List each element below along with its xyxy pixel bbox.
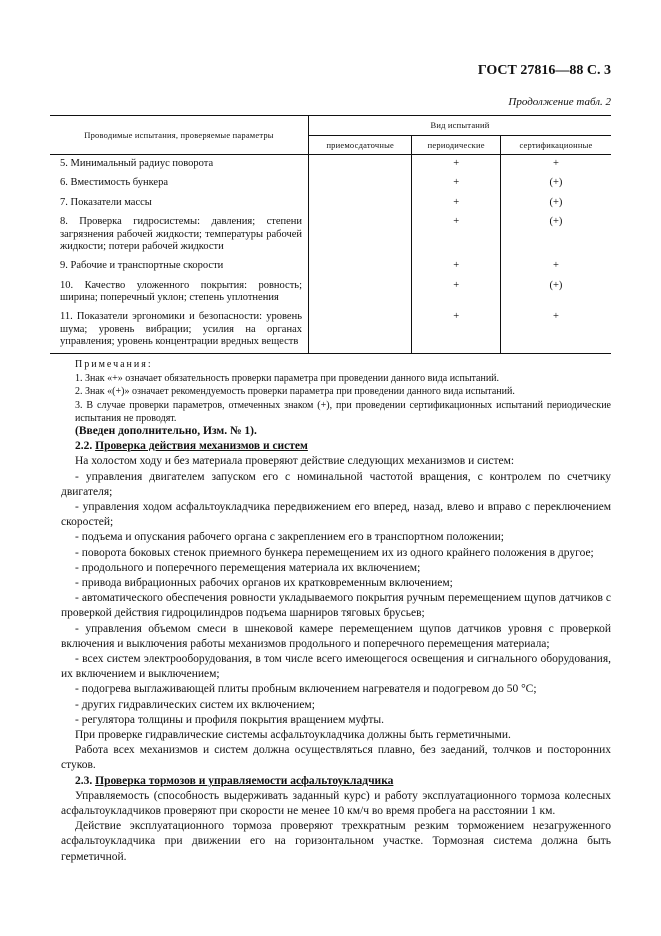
param-column-header: Проводимые испытания, проверяемые параметры (50, 116, 309, 155)
list-item: - других гидравлических систем их включением; (75, 698, 315, 711)
periodic-mark: + (412, 177, 501, 196)
certification-mark: + (500, 155, 611, 178)
list-item: - всех систем электрооборудования, в том числе всего имеющегося освещения и сигнального оборудования, их включением и выключением; (61, 653, 611, 681)
notes-title: Примечания: (75, 359, 153, 370)
list-item: - подъема и опускания рабочего органа с закреплением его в транспортном положении; (75, 531, 504, 544)
acceptance-mark (309, 197, 412, 216)
list-item: - управления ходом асфальтоукладчика передвижением его вперед, назад, влево и вправо с переключением скоростей; (61, 501, 611, 529)
list-item: - поворота боковых стенок приемного бункера перемещением их из одного крайнего положения в другое; (75, 546, 594, 559)
paragraph: Действие эксплуатационного тормоза проверяют трехкратным резким торможением незагруженного асфальтоукладчика при движении его на горизонтальном участке. Тормозная система должна быть герметичной. (61, 820, 611, 863)
paragraph: Работа всех механизмов и систем должна осуществляться плавно, без заеданий, толчков и посторонних стуков. (61, 744, 611, 772)
note-item: 2. Знак «(+)» означает рекомендуемость проверки параметра при проведении данного вида испытаний. (75, 386, 515, 397)
page-header: ГОСТ 27816—88 С. 3 (477, 63, 611, 78)
param-name: 8. Проверка гидросистемы: давления; степени загрязнения рабочей жидкости; температуры рабочей жидкости; потери рабочей жидкости (50, 216, 309, 260)
param-name: 7. Показатели массы (50, 197, 309, 216)
acceptance-mark (309, 155, 412, 178)
table-row (50, 280, 611, 312)
table-row (50, 197, 611, 216)
acceptance-column-header: приемосдаточные (309, 136, 412, 155)
table-row (50, 155, 611, 178)
paragraph: При проверке гидравлические системы асфальтоукладчика должны быть герметичными. (75, 729, 511, 742)
table-row (50, 260, 611, 279)
table-row (50, 216, 611, 260)
table-notes (75, 358, 611, 426)
periodic-mark: + (412, 280, 501, 312)
section-2-3-heading (61, 774, 611, 789)
list-item: - подогрева выглаживающей плиты пробным включением нагревателя и подогревом до 50 °С; (75, 683, 537, 696)
certification-mark: + (500, 260, 611, 279)
section-title: Проверка тормозов и управляемости асфальтоукладчика (95, 774, 394, 787)
acceptance-mark (309, 177, 412, 196)
table-row (50, 177, 611, 196)
section-2-2-heading (61, 439, 611, 454)
certification-mark: (+) (500, 216, 611, 260)
list-item: - управления двигателем запуском его с номинальной частотой вращения, с контролем по счетчику двигателя; (61, 470, 611, 498)
param-name: 6. Вместимость бункера (50, 177, 309, 196)
periodic-mark: + (412, 216, 501, 260)
periodic-mark: + (412, 311, 501, 353)
note-item: 1. Знак «+» означает обязательность проверки параметра при проведении данного вида испытаний. (75, 372, 500, 384)
list-item: - регулятора толщины и профиля покрытия вращением муфты. (75, 713, 385, 726)
certification-column-header: сертификационные (500, 136, 611, 155)
section-number: 2.2. (75, 440, 93, 453)
list-item: - управления объемом смеси в шнековой камере перемещением щупов датчиков уровня с проверкой включения и выключения работы механизмов продольного и поперечного перемещения материала; (61, 622, 611, 650)
paragraph: На холостом ходу и без материала проверяют действие следующих механизмов и систем: (75, 455, 515, 468)
param-name: 10. Качество уложенного покрытия: ровность; ширина; поперечный уклон; степень уплотнения (50, 280, 309, 312)
document-body (61, 424, 611, 865)
amendment-note: (Введен дополнительно, Изм. № 1). (75, 425, 257, 437)
section-number: 2.3. (75, 774, 93, 787)
periodic-mark: + (412, 155, 501, 178)
param-name: 5. Минимальный радиус поворота (50, 155, 309, 178)
section-title: Проверка действия механизмов и систем (95, 440, 308, 453)
note-item: 3. В случае проверки параметров, отмеченных знаком (+), при проведении сертификационных испытаний периодические испытания не проводят. (75, 399, 611, 424)
acceptance-mark (309, 311, 412, 353)
periodic-mark: + (412, 197, 501, 216)
certification-mark: + (500, 311, 611, 353)
certification-mark: (+) (500, 197, 611, 216)
acceptance-mark (309, 280, 412, 312)
acceptance-mark (309, 216, 412, 260)
periodic-column-header: периодические (412, 136, 501, 155)
acceptance-mark (309, 260, 412, 279)
param-name: 11. Показатели эргономики и безопасности: уровень шума; уровень вибрации; усилия на органах управления; уровень концентрации вредных веществ (50, 311, 309, 353)
list-item: - привода вибрационных рабочих органов их кратковременным включением; (75, 577, 453, 590)
list-item: - автоматического обеспечения ровности укладываемого покрытия ручным перемещением щупов датчиков с проверкой действия гидроцилиндров подъема шарниров тяговых брусьев; (61, 592, 611, 620)
test-kind-header: Вид испытаний (309, 116, 612, 136)
periodic-mark: + (412, 260, 501, 279)
paragraph: Управляемость (способность выдерживать заданный курс) и работу эксплуатационного тормоза колесных асфальтоукладчиков проверяют при скорости не менее 10 км/ч во время пробега на расстоянии 1 км. (61, 789, 611, 818)
param-name: 9. Рабочие и транспортные скорости (50, 260, 309, 279)
list-item: - продольного и поперечного перемещения материала их включением; (75, 561, 421, 574)
test-parameters-table (50, 115, 611, 354)
table-row (50, 311, 611, 353)
certification-mark: (+) (500, 280, 611, 312)
table-continuation-label: Продолжение табл. 2 (508, 96, 611, 108)
certification-mark: (+) (500, 177, 611, 196)
